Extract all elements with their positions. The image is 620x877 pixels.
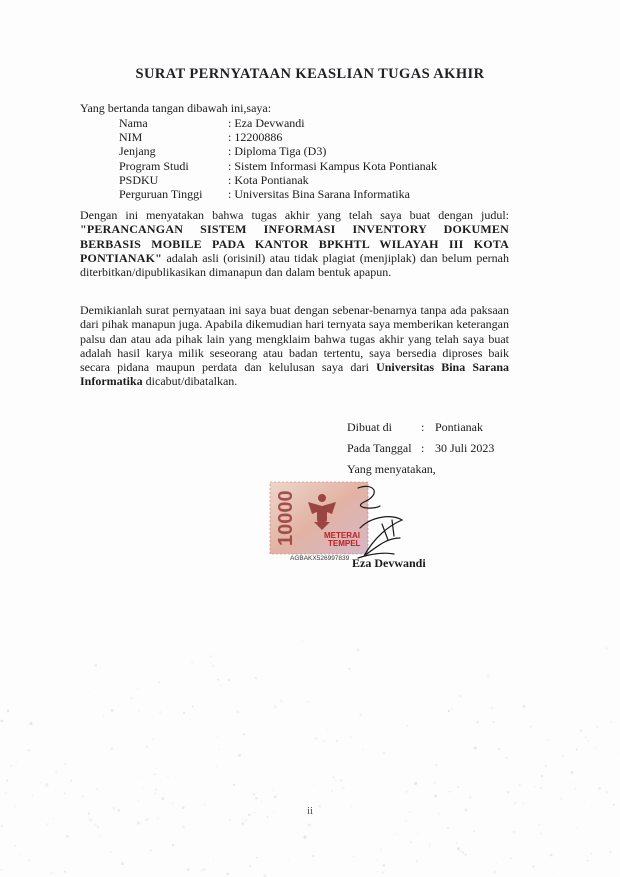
noise-speck [176,776,177,777]
field-value: : Universitas Bina Sarana Informatika [228,186,410,201]
noise-speck [370,717,371,718]
noise-speck [244,819,247,822]
noise-speck [474,747,477,750]
field-label: Perguruan Tinggi [119,186,203,201]
noise-speck [274,795,277,798]
noise-speck [157,817,159,819]
noise-speck [577,836,578,837]
noise-speck [4,823,5,824]
noise-speck [137,688,138,689]
noise-speck [377,871,379,873]
noise-speck [357,649,360,652]
thesis-title: "PERANCANGAN SISTEM INFORMASI INVENTORY DOKUMEN BERBASIS MOBILE PADA KANTOR BPKHTL WILAYAH III KOTA PONTIANAK" [80,222,509,265]
noise-speck [510,858,512,860]
noise-speck [487,674,490,677]
field-nim [119,130,437,144]
noise-speck [359,714,361,716]
stamp-amount: 10000 [275,490,297,546]
noise-speck [172,802,174,804]
noise-speck [570,782,571,783]
field-label: Jenjang [119,144,156,159]
stamp-serial: AGBAKX526997839 [290,555,350,562]
noise-speck [142,788,143,789]
noise-speck [67,690,68,691]
noise-speck [216,736,217,737]
noise-speck [446,827,449,830]
stating-row [347,459,494,480]
noise-speck [254,677,256,679]
noise-speck [217,679,219,681]
noise-speck [229,819,231,821]
noise-speck [610,721,612,723]
intro-text: Yang bertanda tangan dibawah ini,saya: [80,101,272,115]
noise-speck [152,657,153,658]
noise-speck [323,740,325,742]
scan-noise [0,640,620,877]
noise-speck [218,749,220,751]
noise-speck [183,712,185,714]
noise-speck [256,857,258,859]
noise-speck [27,749,30,752]
noise-speck [530,726,532,728]
noise-speck [576,827,577,828]
noise-speck [304,836,305,837]
noise-speck [6,779,8,781]
noise-speck [66,835,69,838]
noise-speck [14,845,16,847]
noise-speck [236,710,239,713]
noise-speck [435,764,437,766]
noise-speck [182,826,185,829]
noise-speck [340,779,342,781]
noise-speck [550,854,553,857]
noise-speck [155,793,157,795]
field-value: : Sistem Informasi Kampus Kota Pontianak [228,158,437,173]
field-university [119,187,437,201]
noise-speck [540,833,542,835]
field-value: : Diploma Tiga (D3) [228,144,327,159]
noise-speck [462,851,464,853]
noise-speck [362,749,363,750]
noise-speck [466,863,467,864]
noise-speck [257,792,258,793]
noise-speck [167,775,169,777]
noise-speck [350,736,352,738]
noise-speck [192,705,194,707]
noise-speck [198,835,199,836]
noise-speck [496,863,497,864]
noise-speck [286,874,287,875]
declaration-paragraph [80,303,509,389]
noise-speck [53,818,55,820]
noise-speck [61,817,62,818]
noise-speck [55,772,57,774]
noise-speck [64,763,66,765]
field-label: PSDKU [119,172,159,187]
noise-speck [414,782,417,785]
noise-speck [559,797,562,800]
noise-speck [571,771,574,774]
noise-speck [64,792,66,794]
noise-speck [41,782,42,783]
noise-speck [299,742,300,743]
noise-speck [307,701,309,703]
noise-speck [580,729,582,731]
noise-speck [335,780,336,781]
noise-speck [152,738,154,740]
noise-speck [308,824,311,827]
noise-speck [584,801,585,802]
noise-speck [97,826,99,828]
noise-speck [348,667,351,670]
noise-speck [64,871,66,873]
noise-speck [272,790,274,792]
noise-speck [47,823,49,825]
noise-speck [84,845,85,846]
noise-speck [576,748,578,750]
noise-speck [288,860,290,862]
date-value: 30 Juli 2023 [435,441,495,455]
noise-speck [154,788,157,791]
noise-speck [127,754,128,755]
noise-speck [319,871,320,872]
noise-speck [546,691,547,692]
noise-speck [99,836,100,837]
noise-speck [434,795,437,798]
noise-speck [450,707,453,710]
noise-speck [535,786,537,788]
noise-speck [172,844,174,846]
noise-speck [352,861,353,862]
noise-speck [1,826,2,827]
noise-speck [522,802,523,803]
noise-speck [417,833,418,834]
noise-speck [89,819,92,822]
noise-speck [1,825,3,827]
noise-speck [429,846,430,847]
noise-speck [316,761,317,762]
noise-speck [585,737,587,739]
noise-speck [609,873,610,874]
noise-speck [301,640,303,642]
noise-speck [574,788,576,790]
noise-speck [416,860,418,862]
noise-speck [429,844,430,845]
noise-speck [523,705,526,708]
noise-speck [220,685,221,686]
noise-speck [382,871,384,873]
noise-speck [154,774,156,776]
noise-speck [253,793,255,795]
noise-speck [582,821,583,822]
noise-speck [498,747,501,750]
noise-speck [96,788,98,790]
noise-speck [146,745,149,748]
noise-speck [110,851,112,853]
noise-speck [476,721,479,724]
noise-speck [159,711,161,713]
field-name [119,116,437,130]
noise-speck [293,743,294,744]
document-title: SURAT PERNYATAAN KEASLIAN TUGAS AKHIR [135,66,485,82]
noise-speck [406,791,408,793]
noise-speck [94,823,96,825]
noise-speck [138,777,140,779]
declaration-tail: dicabut/dibatalkan. [142,374,238,389]
field-level [119,144,437,158]
noise-speck [593,747,594,748]
noise-speck [213,860,214,861]
noise-speck [492,721,494,723]
noise-speck [88,817,89,818]
declaration-text: Demikianlah surat pernyataan ini saya buat dengan sebenar-benarnya tanpa ada paksaan dari pihak manapun juga. Apabila dikemudian hari ternyata saya memberikan keterangan palsu dan atau ada pihak lain yang mengklaim bahwa tugas akhir yang telah saya buat adalah hasil karya milik seseorang atau badan tertentu, saya bersedia diproses baik secara pidana maupun perdata dan kelulusan saya dari [80,303,509,375]
noise-speck [210,655,212,657]
noise-speck [507,791,509,793]
noise-speck [80,859,81,860]
noise-speck [70,780,72,782]
noise-speck [161,797,164,800]
noise-speck [149,849,152,852]
noise-speck [23,721,24,722]
university-name: Universitas Bina Sarana Informatika [80,360,509,389]
noise-speck [45,783,48,786]
noise-speck [459,695,462,698]
noise-speck [130,697,133,700]
noise-speck [383,752,385,754]
made-in-label: Dibuat di [347,420,392,434]
made-in-value: Pontianak [435,420,483,434]
noise-speck [212,665,214,667]
noise-speck [380,848,382,850]
noise-speck [100,688,101,689]
noise-speck [303,836,306,839]
noise-speck [226,873,229,876]
noise-speck [243,733,245,735]
field-value: : Kota Pontianak [228,172,309,187]
identity-fields [119,116,437,201]
signature-block [347,417,494,480]
noise-speck [541,824,542,825]
noise-speck [155,768,156,769]
noise-speck [332,832,333,833]
colon: : [421,420,425,434]
noise-speck [326,730,328,732]
noise-speck [460,850,462,852]
noise-speck [81,795,84,798]
noise-speck [138,800,139,801]
noise-speck [490,707,493,710]
noise-speck [249,865,252,868]
noise-speck [32,794,33,795]
noise-speck [89,692,90,693]
noise-speck [598,787,601,790]
page-number: ii [306,805,314,817]
noise-speck [274,705,277,708]
noise-speck [158,681,160,683]
noise-speck [331,790,333,792]
noise-speck [3,873,4,874]
noise-speck [17,762,18,763]
noise-speck [280,699,283,702]
noise-speck [457,847,460,850]
noise-speck [390,765,391,766]
noise-speck [238,754,241,757]
made-in-row [347,417,494,438]
noise-speck [340,785,341,786]
noise-speck [11,765,12,766]
noise-speck [176,872,177,873]
field-value: : Eza Devwandi [228,116,305,130]
stating-text: Yang menyatakan, [347,462,436,476]
noise-speck [210,662,211,663]
noise-speck [7,710,10,713]
noise-speck [9,832,10,833]
noise-speck [405,820,406,821]
noise-speck [407,725,408,726]
date-row [347,438,494,459]
noise-speck [541,775,544,778]
noise-speck [597,726,598,727]
noise-speck [465,854,467,856]
field-label: Nama [119,116,148,130]
colon: : [421,441,425,455]
field-label: Program Studi [119,158,189,173]
noise-speck [314,737,317,740]
noise-speck [468,869,469,870]
noise-speck [29,722,32,725]
noise-speck [103,715,104,716]
noise-speck [342,787,345,790]
noise-speck [50,872,53,875]
noise-speck [28,859,30,861]
noise-speck [562,755,564,757]
field-label: NIM [119,130,143,145]
noise-speck [217,766,218,767]
noise-speck [410,841,412,843]
noise-speck [0,720,3,723]
noise-speck [513,831,516,834]
statement-rest: adalah asli (orisinil) atau tidak plagiat (menjiplak) dan belum pernah diterbitkan/dipublikasikan dimanapun dan dalam bentuk apapun. [80,250,509,280]
stamp-line1: METERAI [324,531,360,540]
field-study-program [119,159,437,173]
noise-speck [233,784,235,786]
noise-speck [396,833,397,834]
noise-speck [110,747,113,750]
noise-speck [376,859,377,860]
noise-speck [553,872,554,873]
noise-speck [333,777,335,779]
noise-speck [457,786,459,788]
noise-speck [609,850,612,853]
noise-speck [203,868,205,870]
noise-speck [605,647,607,649]
noise-speck [203,703,204,704]
noise-speck [547,739,549,741]
noise-speck [188,726,189,727]
noise-speck [545,765,548,768]
noise-speck [138,711,140,713]
noise-speck [255,797,258,800]
noise-speck [372,852,373,853]
noise-speck [473,830,475,832]
noise-speck [121,862,124,865]
noise-speck [261,801,262,802]
noise-speck [5,792,6,793]
noise-speck [588,740,589,741]
noise-speck [312,855,315,858]
noise-speck [538,824,539,825]
noise-speck [467,742,468,743]
field-psdku [119,173,437,187]
noise-speck [347,794,348,795]
field-value: : 12200886 [228,130,283,145]
noise-speck [187,868,190,871]
noise-speck [532,865,535,868]
noise-speck [448,710,450,712]
noise-speck [19,854,20,855]
noise-speck [255,847,256,848]
noise-speck [519,784,521,786]
noise-speck [241,822,244,825]
noise-speck [433,781,436,784]
date-label: Pada Tanggal [347,441,412,455]
noise-speck [191,661,193,663]
signer-name: Eza Devwandi [352,556,426,570]
noise-speck [117,705,119,707]
noise-speck [587,860,589,862]
noise-speck [110,873,111,874]
noise-speck [0,869,2,871]
stamp-line2: TEMPEL [328,539,361,548]
noise-speck [595,748,597,750]
noise-speck [540,787,542,789]
noise-speck [352,856,354,858]
statement-lead: Dengan ini menyatakan bahwa tugas akhir yang telah saya buat dengan judul: [80,208,509,222]
noise-speck [146,818,149,821]
noise-speck [383,864,386,867]
noise-speck [228,679,230,681]
noise-speck [591,853,593,855]
noise-speck [137,821,140,824]
noise-speck [606,791,609,794]
noise-speck [449,791,450,792]
noise-speck [494,871,497,874]
noise-speck [111,709,114,712]
noise-speck [76,753,77,754]
noise-speck [95,664,98,667]
statement-paragraph [80,208,509,279]
noise-speck [201,870,203,872]
noise-speck [336,740,338,742]
noise-speck [506,757,508,759]
noise-speck [619,753,620,754]
noise-speck [314,785,315,786]
noise-speck [469,796,471,798]
noise-speck [455,842,457,844]
